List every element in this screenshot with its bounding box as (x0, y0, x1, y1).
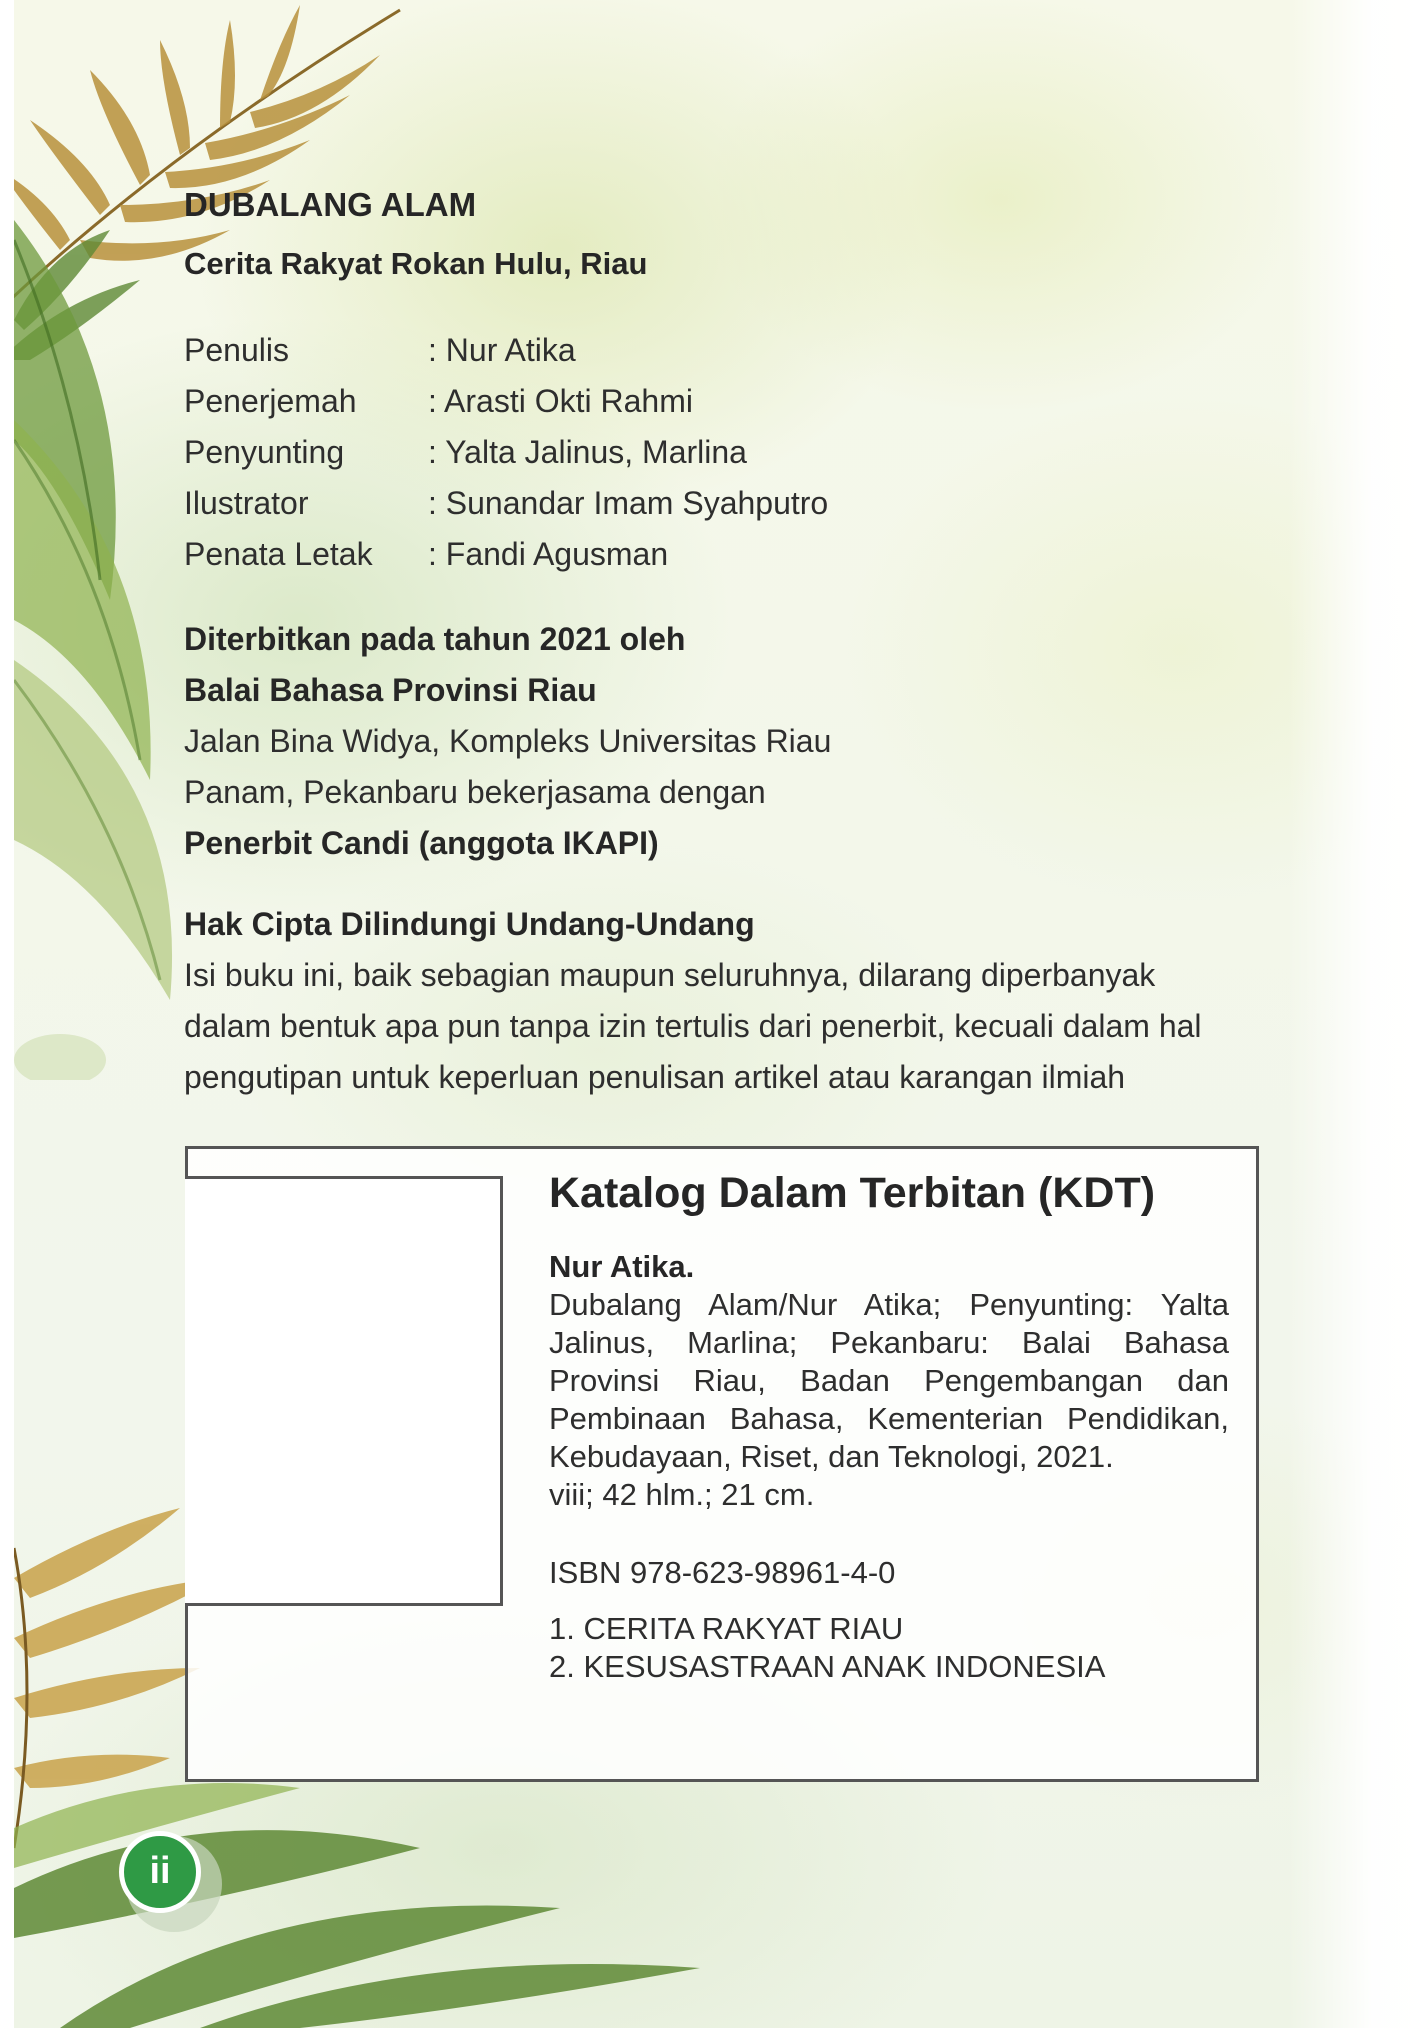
credit-name: : Sunandar Imam Syahputro (428, 485, 829, 521)
publisher-address-line1: Jalan Bina Widya, Kompleks Universitas Riau (184, 723, 832, 759)
credit-name: : Fandi Agusman (428, 536, 669, 572)
copyright-text-line3: pengutipan untuk keperluan penulisan artikel atau karangan ilmiah (184, 1059, 1126, 1095)
kdt-catalog-text (549, 1160, 1229, 1686)
kdt-subject-list (549, 1610, 1229, 1686)
credits-list (184, 325, 828, 580)
copyright-text-line2: dalam bentuk apa pun tanpa izin tertulis dari penerbit, kecuali dalam hal (184, 1008, 1202, 1044)
credit-row (184, 427, 828, 478)
credit-name: : Nur Atika (428, 332, 576, 368)
book-title: DUBALANG ALAM (184, 186, 477, 223)
publication-year-line: Diterbitkan pada tahun 2021 oleh (184, 621, 686, 657)
copyright-heading: Hak Cipta Dilindungi Undang-Undang (184, 906, 755, 942)
kdt-isbn: ISBN 978-623-98961-4-0 (549, 1555, 896, 1590)
credit-name: : Yalta Jalinus, Marlina (428, 434, 747, 470)
kdt-subject-item: 2. KESUSASTRAAN ANAK INDONESIA (549, 1649, 1106, 1684)
credit-row (184, 478, 828, 529)
kdt-title: Katalog Dalam Terbitan (KDT) (549, 1169, 1156, 1217)
publisher-name: Balai Bahasa Provinsi Riau (184, 672, 597, 708)
credit-role: Penyunting (184, 434, 345, 470)
page-left-margin (0, 0, 14, 2028)
publisher-address-line2: Panam, Pekanbaru bekerjasama dengan (184, 774, 766, 810)
credit-row (184, 376, 828, 427)
kdt-description: Dubalang Alam/Nur Atika; Penyunting: Yalta Jalinus, Marlina; Pekanbaru: Balai Bahasa Provinsi Riau, Badan Pengembangan dan Pembinaan Bahasa, Kementerian Pendidikan, Kebudayaan, Riset, dan Teknologi, 2021. (549, 1287, 1229, 1474)
credit-role: Penata Letak (184, 536, 373, 572)
page-number-badge: ii (119, 1831, 201, 1913)
kdt-author: Nur Atika. (549, 1249, 695, 1284)
kdt-physical-description: viii; 42 hlm.; 21 cm. (549, 1477, 815, 1512)
page-right-fade (1288, 0, 1428, 2028)
tropical-leaf-left-illustration (0, 180, 200, 1080)
publication-info (184, 614, 831, 869)
credit-role: Ilustrator (184, 485, 309, 521)
credit-row (184, 325, 828, 376)
credit-name: : Arasti Okti Rahmi (428, 383, 693, 419)
credit-role: Penerjemah (184, 383, 357, 419)
credit-row (184, 529, 828, 580)
book-subtitle: Cerita Rakyat Rokan Hulu, Riau (184, 246, 648, 281)
partner-publisher: Penerbit Candi (anggota IKAPI) (184, 825, 659, 861)
kdt-subject-item: 1. CERITA RAKYAT RIAU (549, 1611, 904, 1646)
kdt-blank-frame (185, 1176, 503, 1606)
copyright-notice (184, 899, 1202, 1103)
credit-role: Penulis (184, 332, 289, 368)
copyright-text-line1: Isi buku ini, baik sebagian maupun seluruhnya, dilarang diperbanyak (184, 957, 1156, 993)
